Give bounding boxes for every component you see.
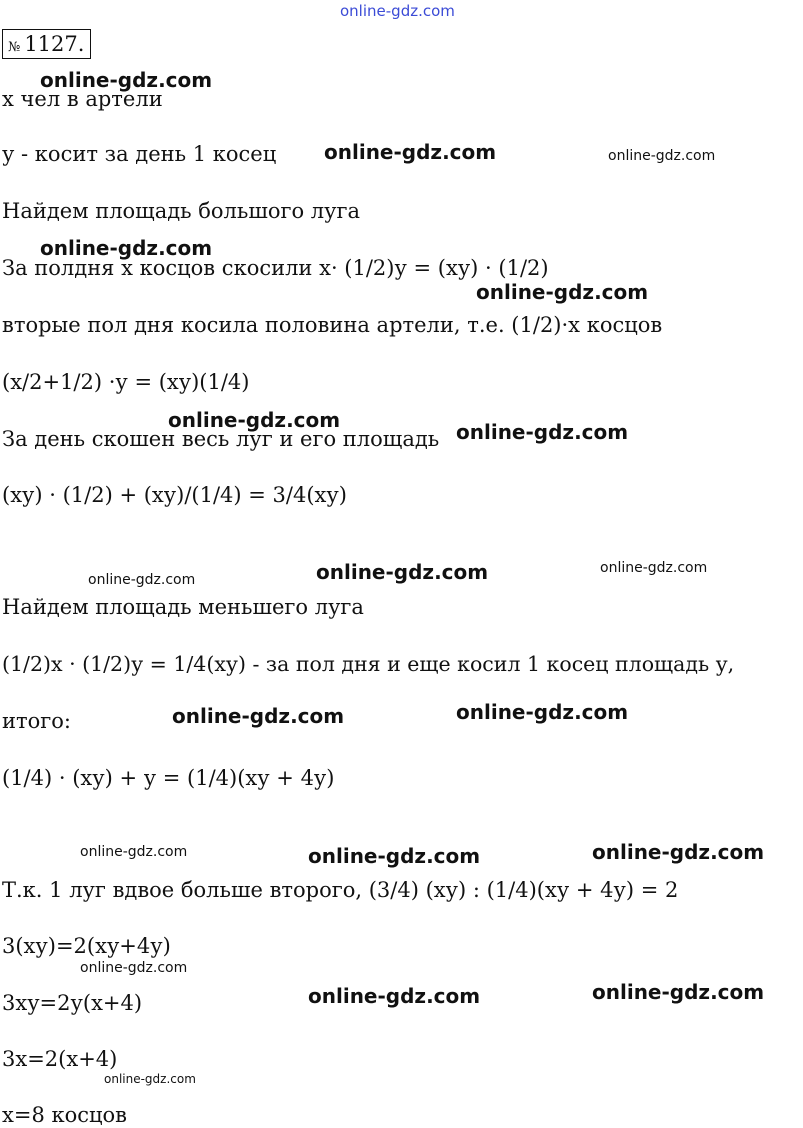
text-line-6: (х/2+1/2) ·у = (ху)(1/4) [2, 370, 250, 394]
watermark: online-gdz.com [104, 1072, 196, 1086]
text-line-5: вторые пол дня косила половина артели, т.е. (1/2)·х косцов [2, 313, 663, 337]
watermark: online-gdz.com [456, 700, 629, 724]
text-line-3: Найдем площадь большого луга [2, 199, 361, 223]
watermark: online-gdz.com [80, 960, 188, 976]
watermark: online-gdz.com [316, 560, 489, 584]
watermark: online-gdz.com [456, 420, 629, 444]
problem-number-value: 1127. [24, 32, 85, 56]
text-line-8: (ху) · (1/2) + (ху)/(1/4) = 3/4(ху) [2, 483, 347, 507]
text-line-2: у - косит за день 1 косец [2, 142, 277, 166]
watermark: online-gdz.com [592, 840, 765, 864]
text-line-13: Т.к. 1 луг вдвое больше второго, (3/4) (ху) : (1/4)(ху + 4у) = 2 [2, 878, 679, 902]
text-line-14: 3(ху)=2(ху+4у) [2, 934, 171, 958]
text-line-7: За день скошен весь луг и его площадь [2, 427, 440, 451]
text-line-9: Найдем площадь меньшего луга [2, 595, 364, 619]
watermark: online-gdz.com [592, 980, 765, 1004]
problem-number [2, 29, 91, 59]
text-line-16: 3х=2(х+4) [2, 1047, 118, 1071]
text-line-17: х=8 косцов [2, 1103, 127, 1127]
text-line-12: (1/4) · (ху) + у = (1/4)(ху + 4у) [2, 766, 335, 790]
text-line-11: итого: [2, 709, 71, 733]
watermark: online-gdz.com [600, 560, 708, 576]
watermark: online-gdz.com [608, 148, 716, 164]
watermark: online-gdz.com [40, 236, 213, 260]
watermark: online-gdz.com [476, 280, 649, 304]
text-line-10: (1/2)х · (1/2)у = 1/4(ху) - за пол дня и еще косил 1 косец площадь у, [2, 652, 735, 676]
watermark: online-gdz.com [172, 704, 345, 728]
watermark: online-gdz.com [340, 2, 455, 20]
text-line-4: За полдня х косцов скосили х· (1/2)у = (ху) · (1/2) [2, 256, 549, 280]
watermark: online-gdz.com [308, 844, 481, 868]
text-line-15: 3ху=2у(х+4) [2, 991, 143, 1015]
watermark: online-gdz.com [88, 572, 196, 588]
number-sign: № [8, 40, 21, 55]
watermark: online-gdz.com [168, 408, 341, 432]
watermark: online-gdz.com [308, 984, 481, 1008]
watermark: online-gdz.com [40, 68, 213, 92]
watermark: online-gdz.com [324, 140, 497, 164]
watermark: online-gdz.com [80, 844, 188, 860]
text-line-1: х чел в артели [2, 87, 163, 111]
